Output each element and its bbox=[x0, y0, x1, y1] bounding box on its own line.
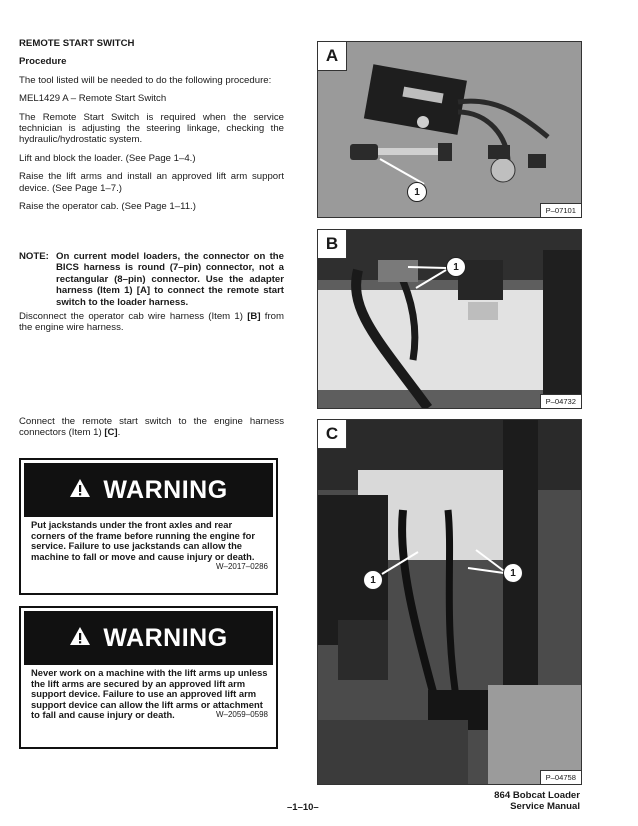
warning-triangle-icon bbox=[69, 624, 91, 653]
figure-b bbox=[317, 229, 582, 409]
warning-text-body: Put jackstands under the front axles and rear corners of the frame before running the engine for service. Failure to use jackstands can allow the machine to fall or move and cause injury or death. bbox=[31, 519, 255, 562]
figure-letter: B bbox=[318, 230, 347, 259]
warning-text-body: Never work on a machine with the lift arms up unless the lift arms are secured by an approved lift arm support device. Failure to use an approved lift arm support device can allow the lift arms or attachment to fall and cause injury or death. bbox=[31, 667, 268, 721]
disconnect-post: from the engine wire harness. bbox=[19, 311, 284, 334]
figure-a bbox=[317, 41, 582, 218]
paragraph-lift-block: Lift and block the loader. (See Page 1–4.) bbox=[19, 152, 196, 164]
warning-box-lift-arms bbox=[19, 606, 278, 749]
note-block bbox=[19, 251, 284, 308]
warning-banner bbox=[24, 463, 273, 517]
paragraph-raise-cab: Raise the operator cab. (See Page 1–11.) bbox=[19, 201, 196, 213]
warning-triangle-icon bbox=[69, 476, 91, 505]
callout-item-1: 1 bbox=[503, 563, 523, 583]
note-text: On current model loaders, the connector on the BICS harness is round (7–pin) connector, not a rectangular (8–pin) connector. Use the adapter harness (Item 1) [A] to connect the remote start switch to the loader harness. bbox=[56, 251, 284, 308]
left-column bbox=[19, 38, 284, 212]
photo-code: P–04732 bbox=[540, 394, 581, 408]
warning-banner bbox=[24, 611, 273, 665]
procedure-heading: Procedure bbox=[19, 56, 67, 68]
note-label: NOTE: bbox=[19, 251, 49, 262]
manual-title-line2: Service Manual bbox=[510, 801, 580, 812]
figure-c-photo bbox=[318, 420, 581, 784]
warning-text bbox=[31, 668, 268, 721]
connect-ref: [C] bbox=[104, 427, 118, 439]
connect-post: . bbox=[117, 427, 121, 439]
warning-heading: WARNING bbox=[103, 475, 228, 504]
warning-heading: WARNING bbox=[103, 623, 228, 652]
figure-letter: C bbox=[318, 420, 347, 449]
paragraph-disconnect bbox=[19, 311, 284, 334]
warning-box-jackstands bbox=[19, 458, 278, 595]
figure-c bbox=[317, 419, 582, 785]
disconnect-pre: Disconnect the operator cab wire harness (Item 1) bbox=[19, 311, 248, 322]
disconnect-ref: [B] bbox=[247, 311, 261, 322]
warning-text bbox=[31, 519, 268, 572]
callout-item-1: 1 bbox=[363, 570, 383, 590]
callout-item-1: 1 bbox=[407, 182, 427, 202]
figure-a-photo bbox=[318, 42, 581, 217]
photo-code: P–04758 bbox=[540, 770, 581, 784]
warning-code: W–2059–0598 bbox=[215, 710, 268, 720]
paragraph-connect bbox=[19, 416, 284, 439]
page-number: –1–10– bbox=[287, 802, 319, 813]
paragraph-tool: The tool listed will be needed to do the following procedure: bbox=[19, 74, 272, 86]
callout-item-1: 1 bbox=[446, 257, 466, 277]
paragraph-tool-name: MEL1429 A – Remote Start Switch bbox=[19, 93, 167, 105]
manual-title-line1: 864 Bobcat Loader bbox=[494, 790, 580, 801]
manual-title bbox=[494, 790, 580, 812]
figure-letter: A bbox=[318, 42, 347, 71]
section-title: REMOTE START SWITCH bbox=[19, 38, 135, 49]
paragraph-lift-arms: Raise the lift arms and install an approved lift arm support device. (See Page 1–7.) bbox=[19, 171, 284, 194]
photo-code: P–07101 bbox=[540, 203, 581, 217]
paragraph-remote-switch: The Remote Start Switch is required when the service technician is adjusting the steering linkage, checking the hydraulic/hydrostatic system. bbox=[19, 111, 284, 146]
warning-code: W–2017–0286 bbox=[215, 562, 268, 572]
figure-b-photo bbox=[318, 230, 581, 408]
connect-pre: Connect the remote start switch to the engine harness connectors (Item 1) bbox=[19, 416, 284, 439]
